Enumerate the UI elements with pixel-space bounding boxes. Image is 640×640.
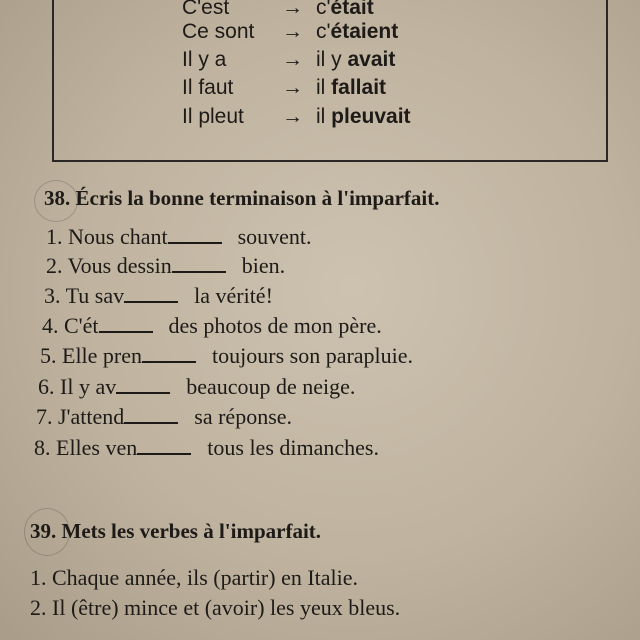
conjugation-present: Ce sont bbox=[182, 20, 255, 43]
item-tail: tous les dimanches. bbox=[207, 435, 379, 460]
exercise-title: Mets les verbes à l'imparfait. bbox=[61, 519, 322, 543]
answer-blank[interactable] bbox=[99, 311, 153, 333]
list-item bbox=[42, 311, 382, 341]
conjugation-present: Il pleut bbox=[182, 105, 244, 128]
answer-blank[interactable] bbox=[142, 341, 196, 363]
item-stem: Tu sav bbox=[65, 283, 125, 308]
list-item bbox=[38, 372, 355, 402]
conjugation-imparfait: il y avait bbox=[316, 48, 396, 71]
item-number: 6. bbox=[38, 374, 55, 399]
conjugation-row bbox=[182, 18, 398, 46]
conjugation-imparfait: c'était bbox=[316, 0, 374, 19]
answer-blank[interactable] bbox=[124, 281, 178, 303]
conjugation-present: Il faut bbox=[182, 76, 234, 99]
list-item bbox=[30, 593, 400, 623]
list-item bbox=[30, 563, 358, 593]
item-tail: des photos de mon père. bbox=[168, 313, 382, 338]
conjugation-row bbox=[182, 103, 411, 131]
item-stem: Vous dessin bbox=[67, 253, 172, 278]
arrow-right-icon: → bbox=[282, 105, 303, 128]
conjugation-row bbox=[182, 74, 386, 102]
list-item bbox=[46, 251, 285, 281]
item-stem: Il y av bbox=[60, 374, 117, 399]
conjugation-row bbox=[182, 46, 395, 74]
item-text: Il (être) mince et (avoir) les yeux bleus. bbox=[52, 595, 401, 620]
item-number: 1. bbox=[30, 565, 47, 590]
exercise-title: Écris la bonne terminaison à l'imparfait. bbox=[75, 186, 440, 210]
item-stem: J'attend bbox=[58, 404, 125, 429]
item-number: 2. bbox=[46, 253, 63, 278]
conjugation-imparfait: il fallait bbox=[316, 76, 387, 99]
list-item bbox=[40, 341, 413, 371]
item-number: 8. bbox=[34, 435, 51, 460]
list-item bbox=[44, 281, 273, 311]
item-text: Chaque année, ils (partir) en Italie. bbox=[52, 565, 359, 590]
exercise-number: 39. bbox=[30, 519, 57, 543]
arrow-right-icon: → bbox=[282, 76, 303, 99]
item-tail: toujours son parapluie. bbox=[212, 343, 414, 368]
arrow-right-icon: → bbox=[282, 0, 303, 19]
exercise-39-heading bbox=[30, 519, 321, 544]
item-tail: sa réponse. bbox=[194, 404, 293, 429]
item-stem: Elles ven bbox=[56, 435, 138, 460]
arrow-right-icon: → bbox=[282, 48, 303, 71]
exercise-38-heading bbox=[44, 186, 440, 211]
answer-blank[interactable] bbox=[172, 251, 226, 273]
item-stem: Elle pren bbox=[62, 343, 143, 368]
exercise-number: 38. bbox=[44, 186, 71, 210]
conjugation-imparfait: c'étaient bbox=[316, 20, 399, 43]
item-tail: bien. bbox=[241, 253, 286, 278]
item-number: 1. bbox=[46, 224, 63, 249]
list-item bbox=[36, 402, 292, 432]
answer-blank[interactable] bbox=[137, 433, 191, 455]
item-number: 3. bbox=[44, 283, 61, 308]
item-number: 5. bbox=[40, 343, 57, 368]
item-number: 4. bbox=[42, 313, 59, 338]
answer-blank[interactable] bbox=[116, 372, 170, 394]
item-stem: Nous chant bbox=[68, 224, 168, 249]
conjugation-imparfait: il pleuvait bbox=[316, 105, 411, 128]
item-number: 7. bbox=[36, 404, 53, 429]
answer-blank[interactable] bbox=[124, 402, 178, 424]
item-stem: C'ét bbox=[64, 313, 99, 338]
arrow-right-icon: → bbox=[282, 20, 303, 43]
list-item bbox=[34, 433, 379, 463]
list-item bbox=[46, 222, 312, 252]
conjugation-present: Il y a bbox=[182, 48, 227, 71]
item-tail: souvent. bbox=[237, 224, 312, 249]
item-number: 2. bbox=[30, 595, 47, 620]
item-tail: la vérité! bbox=[194, 283, 273, 308]
answer-blank[interactable] bbox=[168, 222, 222, 244]
item-tail: beaucoup de neige. bbox=[186, 374, 356, 399]
conjugation-present: C'est bbox=[182, 0, 230, 19]
